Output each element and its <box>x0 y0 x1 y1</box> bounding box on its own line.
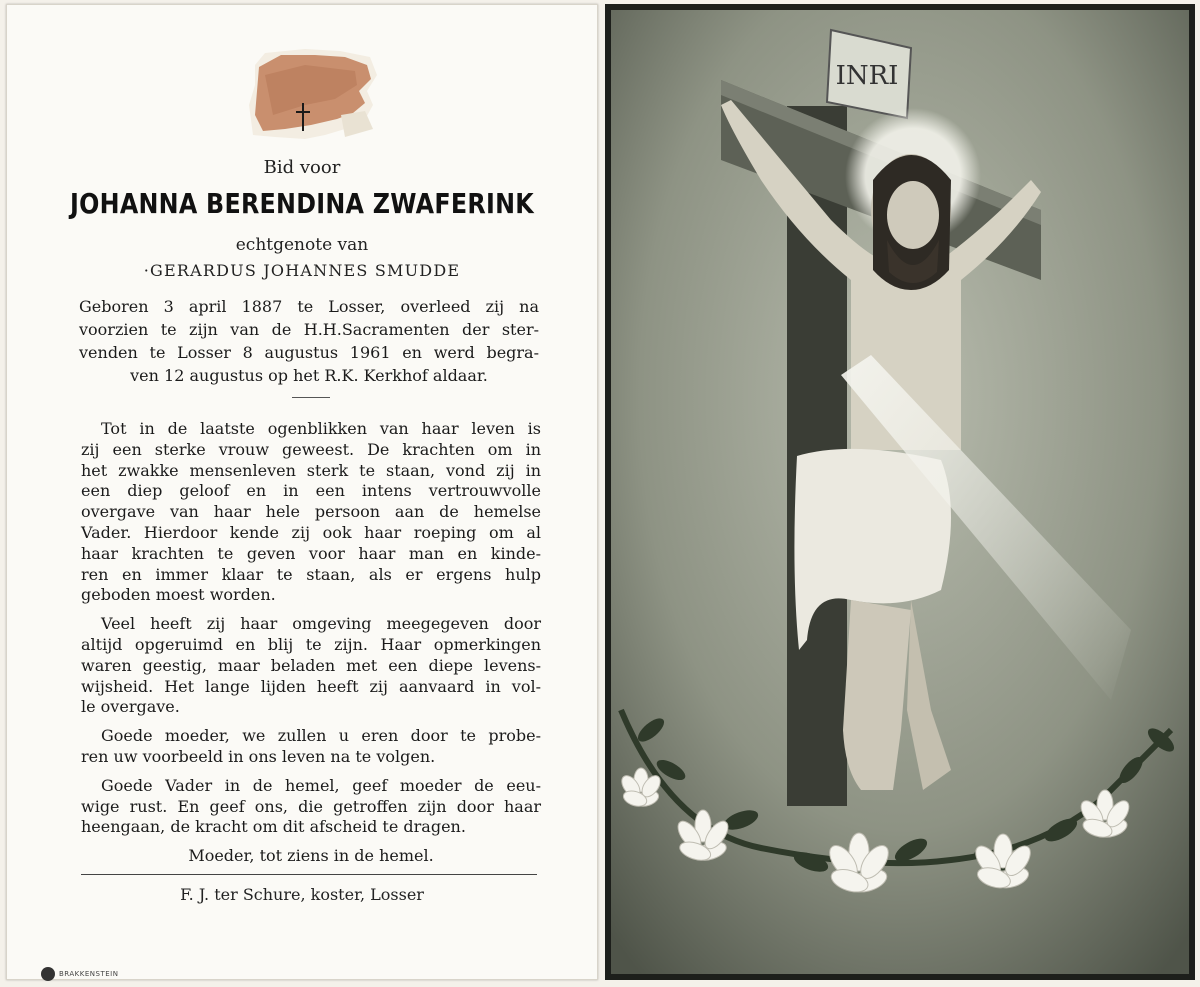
text-line: Goede Vader in de hemel, geef moeder de eeu- <box>101 775 541 795</box>
text-line: Goede moeder, we zullen u eren door te probe- <box>101 726 541 746</box>
biography <box>79 295 539 387</box>
crucifix-picture <box>611 10 1189 974</box>
signature-rule <box>81 874 537 875</box>
printer-name: BRAKKENSTEIN <box>59 970 119 978</box>
text-line: overgave van haar hele persoon aan de hemelse <box>81 502 541 522</box>
text-line: geboden moest worden. <box>81 585 276 605</box>
text-line: ren uw voorbeeld in ons leven na te volgen. <box>81 746 436 766</box>
text-line: Vader. Hierdoor kende zij ook haar roeping om al <box>81 522 541 542</box>
text-line: ren en immer klaar te staan, als er ergens hulp <box>81 564 541 584</box>
deceased-name: JOHANNA BERENDINA ZWAFERINK <box>70 187 534 220</box>
memorial-card-text-side <box>6 4 598 980</box>
signature: F. J. ter Schure, koster, Losser <box>180 885 424 904</box>
paragraph <box>81 726 541 768</box>
text-line: waren geestig, maar beladen met een diepe levens- <box>81 655 541 675</box>
paragraph <box>81 614 541 718</box>
inri-text: INRI <box>835 61 899 91</box>
text-line: heengaan, de kracht om dit afscheid te dragen. <box>81 817 466 837</box>
closing-line: Moeder, tot ziens in de hemel. <box>188 846 434 866</box>
text-line: Veel heeft zij haar omgeving meegegeven door <box>101 614 541 634</box>
text-line: zij een sterke vrouw geweest. De krachten om in <box>81 439 541 459</box>
pray-for-heading: Bid voor <box>263 157 341 178</box>
printer-logo-icon <box>41 967 55 981</box>
bio-line: voorzien te zijn van de H.H.Sacramenten der ster- <box>79 320 539 339</box>
bio-line: Geboren 3 april 1887 te Losser, overleed zij na <box>79 297 539 316</box>
text-line: het zwakke mensenleven sterk te staan, vond zij in <box>81 460 541 480</box>
divider <box>292 397 330 398</box>
text-line: een diep geloof en in een intens vertrouwvolle <box>81 481 541 501</box>
bio-line: ven 12 augustus op het R.K. Kerkhof aldaar. <box>130 366 488 385</box>
text-line: Tot in de laatste ogenblikken van haar leven is <box>101 419 541 438</box>
relic-cloth-icon <box>245 45 381 143</box>
text-line: le overgave. <box>81 697 180 717</box>
text-line: altijd opgeruimd en blij te zijn. Haar opmerkingen <box>81 634 541 654</box>
text-line: wijsheid. Het lange lijden heeft zij aanvaard in vol- <box>81 676 541 696</box>
spouse-name: ·GERARDUS JOHANNES SMUDDE <box>143 261 461 280</box>
bio-line: venden te Losser 8 augustus 1961 en werd begra- <box>79 343 539 362</box>
printer-mark <box>41 967 118 981</box>
memorial-text <box>81 419 541 867</box>
text-line: haar krachten te geven voor haar man en kinde- <box>81 543 541 563</box>
spouse-of-label: echtgenote van <box>235 235 369 255</box>
text-line: wige rust. En geef ons, die getroffen zijn door haar <box>81 796 541 816</box>
paragraph <box>81 419 541 606</box>
paragraph <box>81 776 541 838</box>
memorial-card-picture-side <box>605 4 1195 980</box>
